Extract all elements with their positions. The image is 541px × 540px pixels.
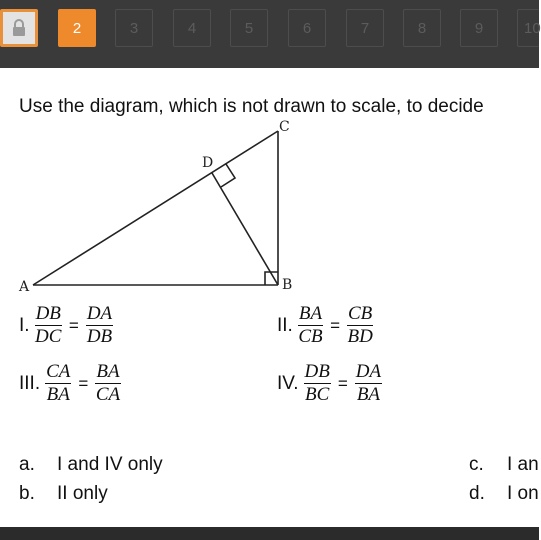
fraction xyxy=(347,304,373,347)
question-button-8[interactable]: 8 xyxy=(403,9,441,47)
numerator: DA xyxy=(355,361,382,382)
fraction xyxy=(45,362,71,405)
denominator: CA xyxy=(95,384,121,405)
statement-numeral: II. xyxy=(277,314,293,336)
answer-choice-d[interactable] xyxy=(469,483,539,505)
denominator: BA xyxy=(46,384,70,405)
statement-numeral: III. xyxy=(19,372,41,394)
numerator: DB xyxy=(35,303,61,324)
choice-text: II only xyxy=(57,483,108,504)
statement-1 xyxy=(19,304,116,347)
choice-text: I an xyxy=(507,454,539,475)
fraction xyxy=(86,304,113,347)
equals-sign: = xyxy=(330,315,340,335)
question-button-9[interactable]: 9 xyxy=(460,9,498,47)
numerator: DB xyxy=(304,361,330,382)
answer-choice-a[interactable] xyxy=(19,454,163,476)
label-b: B xyxy=(282,277,293,293)
equals-sign: = xyxy=(78,373,89,393)
label-a: A xyxy=(19,279,30,295)
denominator: BC xyxy=(305,384,330,405)
question-text: Use the diagram, which is not drawn to scale, to decide xyxy=(19,96,484,117)
denominator: CB xyxy=(298,326,323,347)
statement-3 xyxy=(19,362,124,405)
numerator: DA xyxy=(86,303,113,324)
statement-numeral: IV. xyxy=(277,372,299,394)
numerator: BA xyxy=(298,303,323,324)
equals-sign: = xyxy=(68,315,79,335)
denominator: DB xyxy=(86,326,113,347)
bottom-bar xyxy=(0,527,539,540)
fraction xyxy=(35,304,62,347)
equals-sign: = xyxy=(337,373,348,393)
numerator: CB xyxy=(348,303,373,324)
choice-text: I and IV only xyxy=(57,454,163,475)
fraction xyxy=(95,362,120,405)
altitude-bd xyxy=(212,173,278,285)
choice-letter: b. xyxy=(19,483,35,504)
choice-letter: c. xyxy=(469,454,484,475)
statement-4 xyxy=(277,362,385,405)
fraction xyxy=(355,362,382,405)
question-button-5[interactable]: 5 xyxy=(230,9,268,47)
statement-2 xyxy=(277,304,376,347)
question-button-7[interactable]: 7 xyxy=(346,9,384,47)
question-button-2[interactable]: 2 xyxy=(58,9,96,47)
answer-choice-c[interactable] xyxy=(469,454,539,476)
statement-numeral: I. xyxy=(19,314,30,336)
denominator: BD xyxy=(347,326,373,347)
denominator: DC xyxy=(35,326,62,347)
question-button-6[interactable]: 6 xyxy=(288,9,326,47)
choice-letter: a. xyxy=(19,454,35,475)
fraction xyxy=(298,304,323,347)
question-button-10[interactable]: 10 xyxy=(517,9,539,47)
choice-text: I on xyxy=(507,483,539,504)
question-button-3[interactable]: 3 xyxy=(115,9,153,47)
numerator: BA xyxy=(96,361,120,382)
denominator: BA xyxy=(356,384,381,405)
question-button-4[interactable]: 4 xyxy=(173,9,211,47)
side-ac xyxy=(33,131,278,285)
choice-letter: d. xyxy=(469,483,485,504)
fraction xyxy=(304,362,331,405)
label-d: D xyxy=(202,155,214,171)
numerator: CA xyxy=(46,361,71,382)
right-angle-mark-d xyxy=(221,164,235,187)
answer-choice-b[interactable] xyxy=(19,483,108,505)
label-c: C xyxy=(279,119,290,135)
